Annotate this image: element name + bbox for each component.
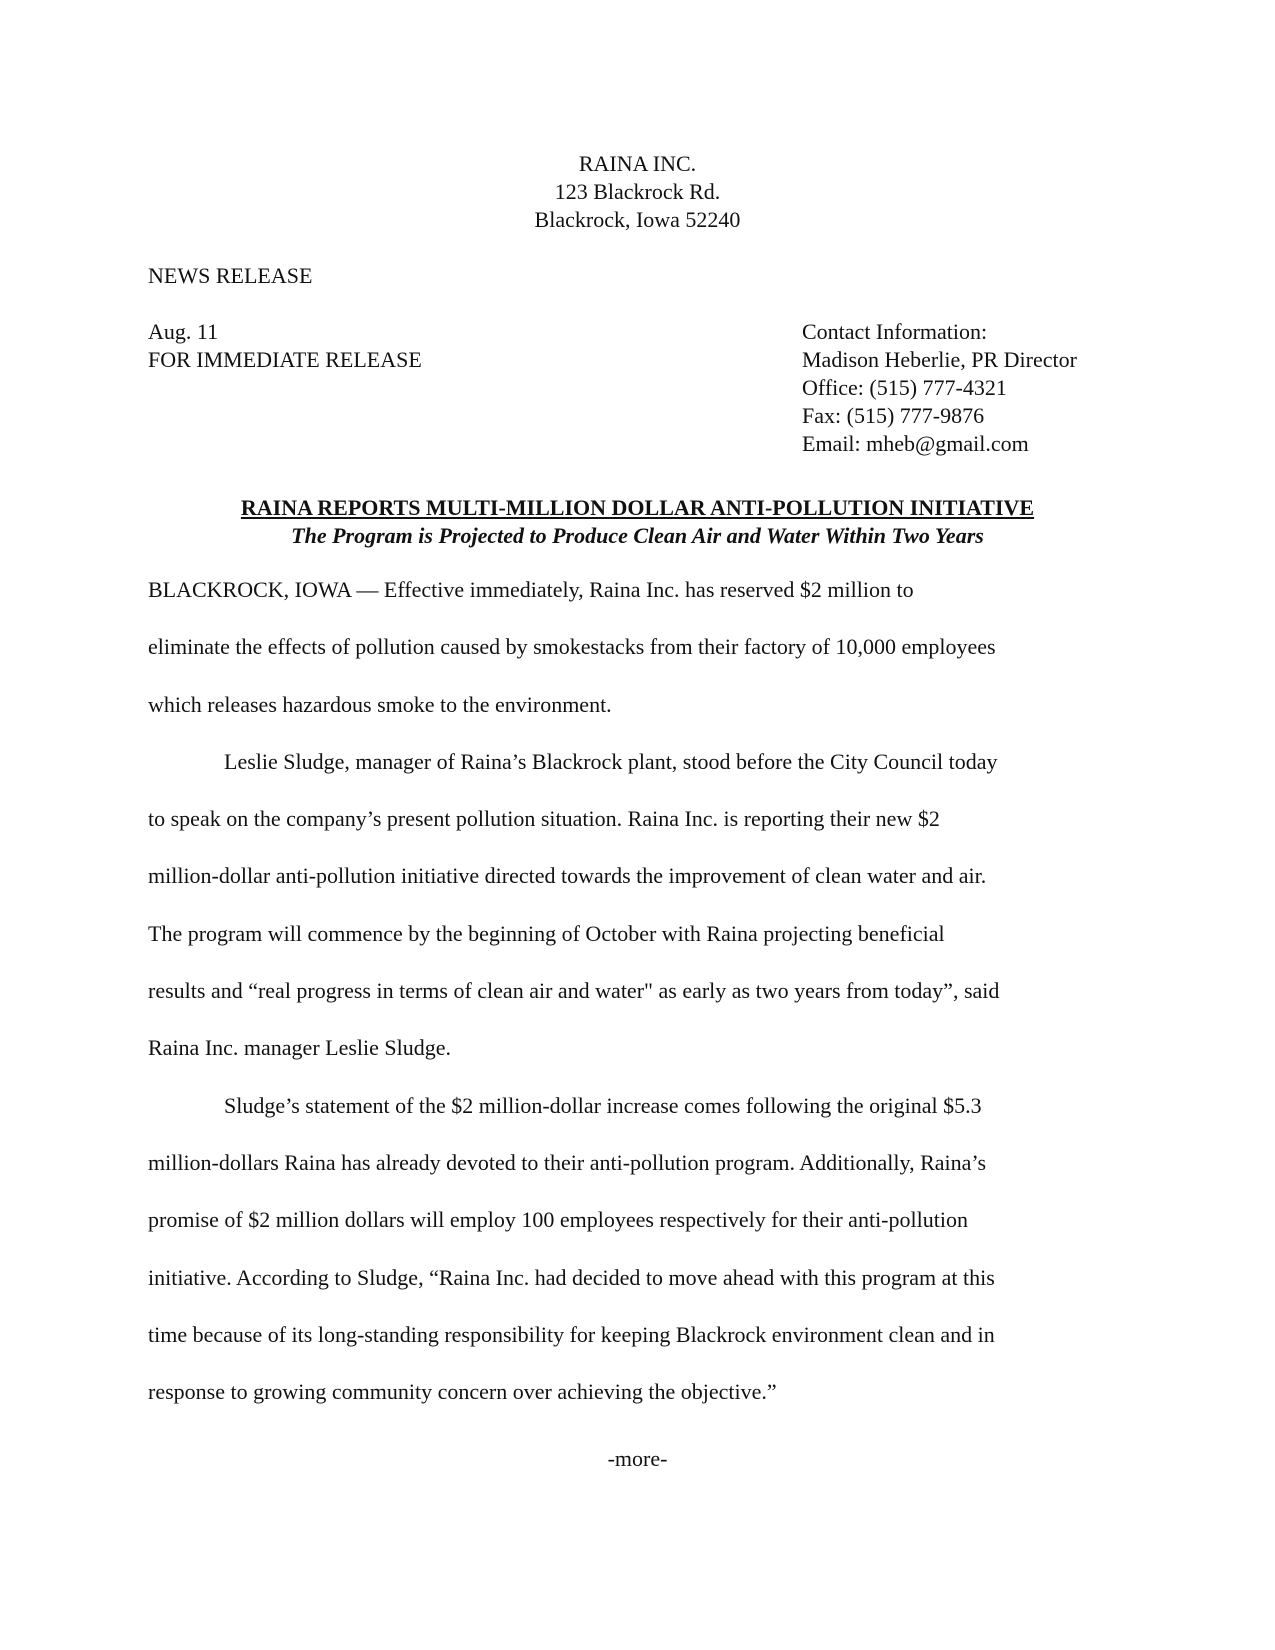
body-line: which releases hazardous smoke to the environment.: [148, 691, 612, 717]
body-line: to speak on the company’s present pollution situation. Raina Inc. is reporting their new $2: [148, 806, 940, 832]
contact-office: Office: (515) 777-4321: [802, 375, 1007, 400]
continued-marker: -more-: [607, 1446, 668, 1471]
body-line: The program will commence by the beginning of October with Raina projecting beneficial: [148, 920, 945, 946]
body-line: Sludge’s statement of the $2 million-dollar increase comes following the original $5.3: [224, 1092, 982, 1118]
body-line: initiative. According to Sludge, “Raina Inc. had decided to move ahead with this program at this: [148, 1264, 995, 1290]
company-name: RAINA INC.: [578, 151, 697, 176]
release-info: [148, 318, 422, 374]
body-line: time because of its long-standing responsibility for keeping Blackrock environment clean and in: [148, 1321, 995, 1347]
subheadline: The Program is Projected to Produce Clean Air and Water Within Two Years: [291, 523, 984, 548]
body-line: response to growing community concern over achieving the objective.”: [148, 1379, 777, 1405]
release-note: FOR IMMEDIATE RELEASE: [148, 347, 422, 372]
body-line: eliminate the effects of pollution caused by smokestacks from their factory of 10,000 employees: [148, 634, 996, 660]
body-line: promise of $2 million dollars will employ 100 employees respectively for their anti-pollution: [148, 1207, 968, 1233]
body-line: results and “real progress in terms of clean air and water" as early as two years from today”, said: [148, 978, 1000, 1004]
contact-block: [802, 318, 1077, 458]
letterhead: [0, 150, 1275, 234]
body-text: [148, 576, 1128, 1435]
body-line: BLACKROCK, IOWA — Effective immediately, Raina Inc. has reserved $2 million to: [148, 577, 914, 602]
contact-heading: Contact Information:: [802, 319, 988, 344]
release-type: NEWS RELEASE: [148, 263, 313, 288]
body-line: Leslie Sludge, manager of Raina’s Blackrock plant, stood before the City Council today: [224, 748, 998, 774]
body-line: million-dollar anti-pollution initiative directed towards the improvement of clean water and air.: [148, 863, 987, 889]
headline: RAINA REPORTS MULTI-MILLION DOLLAR ANTI-POLLUTION INITIATIVE: [240, 495, 1035, 520]
company-street: 123 Blackrock Rd.: [554, 179, 721, 204]
body-line: Raina Inc. manager Leslie Sludge.: [148, 1035, 452, 1061]
company-city: Blackrock, Iowa 52240: [534, 207, 741, 232]
contact-email: Email: mheb@gmail.com: [802, 431, 1029, 456]
contact-name: Madison Heberlie, PR Director: [802, 347, 1077, 372]
contact-fax: Fax: (515) 777-9876: [802, 403, 985, 428]
body-line: million-dollars Raina has already devoted to their anti-pollution program. Additionally, Raina’s: [148, 1149, 987, 1175]
release-date: Aug. 11: [148, 319, 219, 344]
